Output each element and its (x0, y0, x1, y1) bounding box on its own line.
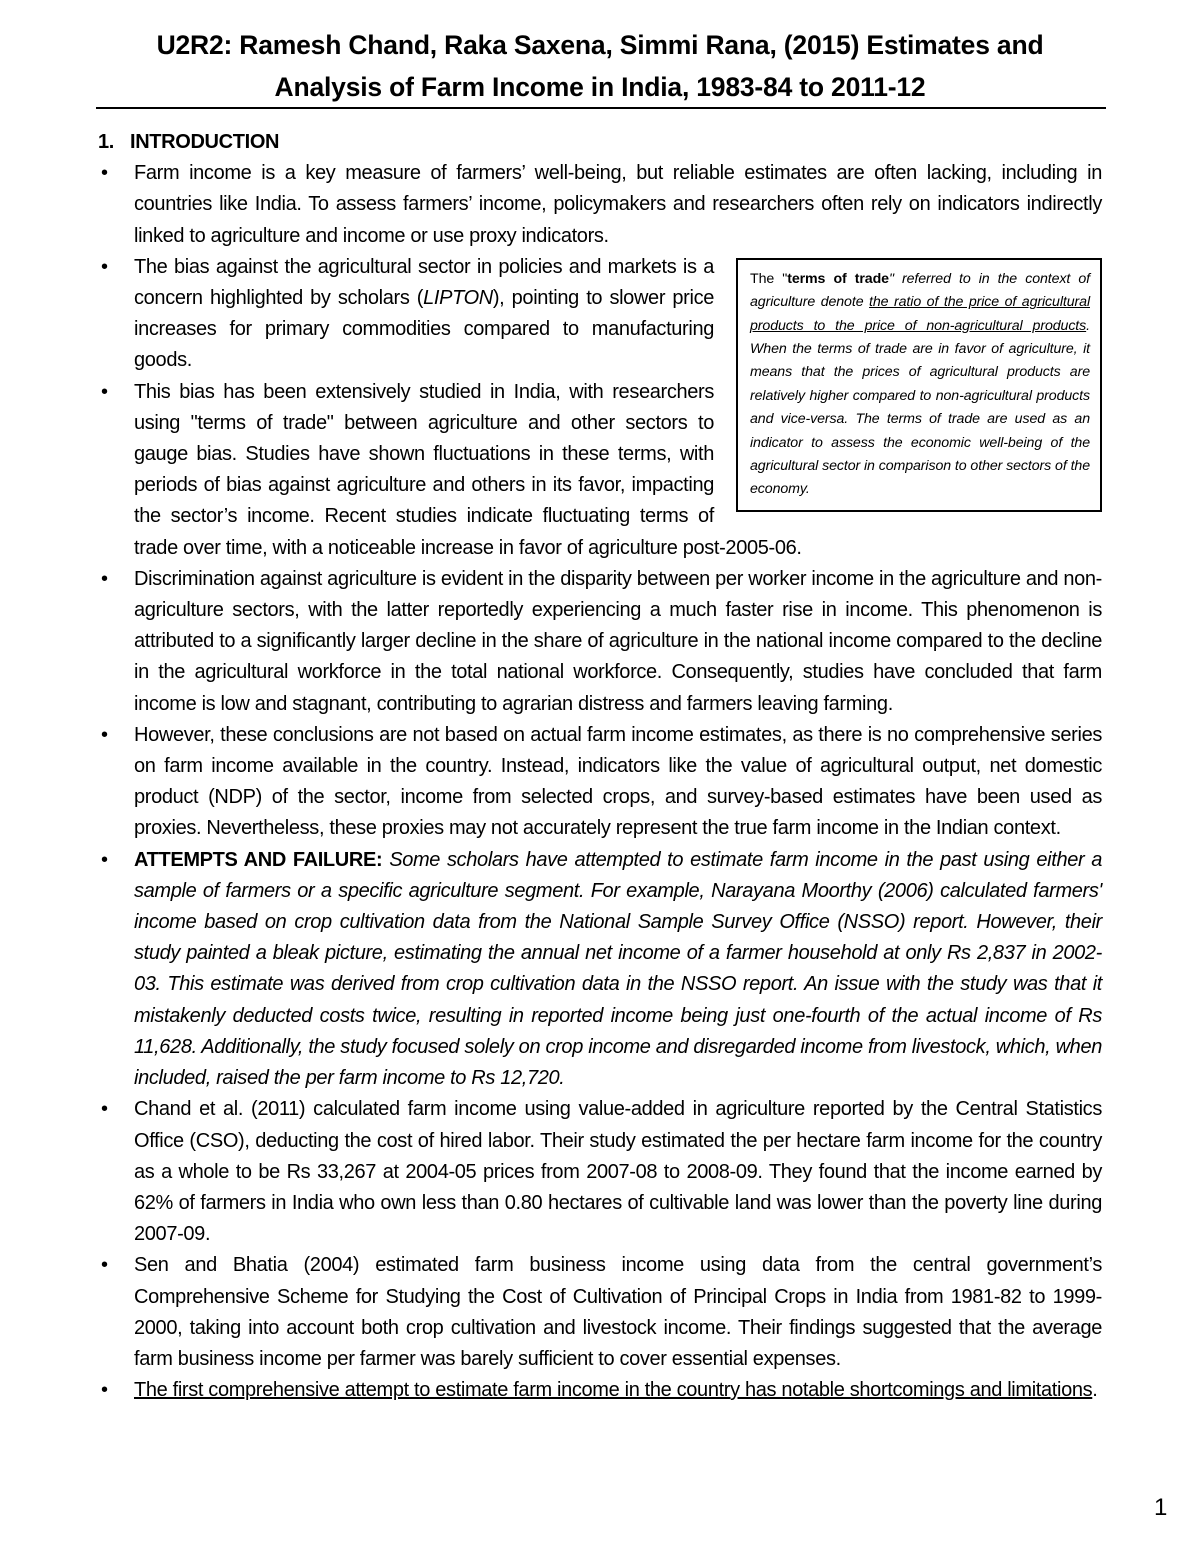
document-title (96, 24, 1104, 108)
page-number: 1 (1154, 1494, 1168, 1521)
note-term: terms of trade (787, 270, 889, 287)
bullet-icon: • (101, 162, 108, 185)
list-item (96, 564, 1102, 720)
bullet-icon: • (101, 567, 108, 590)
list-item (96, 845, 1102, 1095)
title-divider (96, 107, 1106, 109)
bullet-text: This bias has been extensively studied in India, with researchers using "terms of trade" between agriculture and other sectors to gauge bias. Studies have shown fluctuations in these terms, with periods of bias against agriculture and others in its favor, impacting the sector’s income. Recent studies indicate fluctuating terms of trade over time, with a noticeable increase in favor of agriculture post-2005-06. (134, 380, 802, 559)
bullet-icon: • (101, 723, 108, 746)
section-title: INTRODUCTION (130, 131, 280, 153)
title-line-1: U2R2: Ramesh Chand, Raka Saxena, Simmi Rana, (2015) Estimates and (156, 30, 1044, 60)
bullet-text: Discrimination against agriculture is evident in the disparity between per worker income in the agriculture and non-agriculture sectors, with the latter reportedly experiencing a much faster rise in income. This phenomenon is attributed to a significantly larger decline in the share of agriculture in the national income compared to the decline in the agricultural workforce in the total national workforce. Consequently, studies have concluded that farm income is low and stagnant, contributing to agrarian distress and farmers leaving farming. (134, 567, 1102, 715)
bullet-icon: • (101, 1098, 108, 1121)
bullet-text-end: . (1092, 1379, 1098, 1402)
bullet-icon: • (101, 1254, 108, 1277)
list-item (96, 377, 1102, 564)
bullet-icon: • (101, 848, 108, 871)
note-text-mid: " referred to in the context of agriculture denote (750, 270, 1090, 311)
bullet-list (96, 158, 1102, 1406)
bullet-text: Chand et al. (2011) calculated farm income using value-added in agriculture reported by the Central Statistics Office (CSO), deducting the cost of hired labor. Their study estimated the per hectare farm income for the country as a whole to be Rs 33,267 at 2004-05 prices from 2007-08 to 2008-09. They found that the income earned by 62% of farmers in India who own less than 0.80 hectares of cultivable land was lower than the poverty line during 2007-09. (134, 1098, 1102, 1246)
bullet-text: However, these conclusions are not based on actual farm income estimates, as there is no comprehensive series on farm income available in the country. Instead, indicators like the value of agricultural output, net domestic product (NDP) of the sector, income from selected crops, and survey-based estimates have been used as proxies. Nevertheless, these proxies may not accurately represent the true farm income in the Indian context. (134, 723, 1102, 840)
bullet-text: Sen and Bhatia (2004) estimated farm business income using data from the central government’s Comprehensive Scheme for Studying the Cost of Cultivation of Principal Crops in India from 1981-82 to 1999-2000, taking into account both crop cultivation and livestock income. Their findings suggested that the average farm business income per farmer was barely sufficient to cover essential expenses. (134, 1254, 1102, 1370)
document-body (96, 127, 1102, 1406)
bullet-icon: • (101, 1379, 108, 1402)
title-line-2: Analysis of Farm Income in India, 1983-84 to 2011-12 (274, 72, 926, 102)
bullet-text-underlined: The first comprehensive attempt to estimate farm income in the country has notable shortcomings and limitations (134, 1379, 1093, 1402)
bullet-label: ATTEMPTS AND FAILURE: (134, 848, 383, 871)
list-item (96, 1094, 1102, 1250)
bullet-text-italic: Some scholars have attempted to estimate farm income in the past using either a sample of farmers or a specific agriculture segment. For example, Narayana Moorthy (2006) calculated farmers' income based on crop cultivation data from the National Sample Survey Office (NSSO) report. However, their study painted a bleak picture, estimating the annual net income of a farmer household at only Rs 2,837 in 2002-03. This estimate was derived from crop cultivation data in the NSSO report. An issue with the study was that it mistakenly deducted costs twice, resulting in reported income being just one-fourth of the actual income of Rs 11,628. Additionally, the study focused solely on crop income and disregarded income from livestock, which, when included, raised the per farm income to Rs 12,720. (134, 848, 1102, 1090)
bullet-text: Farm income is a key measure of farmers’ well-being, but reliable estimates are often lacking, including in countries like India. To assess farmers’ income, policymakers and researchers often rely on indicators indirectly linked to agriculture and income or use proxy indicators. (134, 162, 1102, 247)
note-definition: the ratio of the price of agricultural products to the price of non-agricultural products (750, 294, 1090, 334)
note-text-pre: The " (750, 270, 788, 287)
list-item (96, 720, 1102, 845)
bullet-icon: • (101, 255, 108, 278)
bullet-text: The bias against the agricultural sector in policies and markets is a concern highlighted by scholars ( (134, 255, 714, 310)
list-item (96, 158, 1102, 252)
list-item (96, 1375, 1102, 1406)
bullet-text-end: ), pointing to slower price increases for primary commodities compared to manufacturing goods. (134, 287, 714, 372)
section-number: 1. (98, 131, 114, 153)
list-item (96, 1250, 1102, 1375)
section-heading (98, 127, 1102, 158)
note-text-post: . When the terms of trade are in favor of agriculture, it means that the prices of agricultural products are relatively higher compared to non-agricultural products and vice-versa. The terms of trade are used as an indicator to assess the economic well-being of the agricultural sector in comparison to other sectors of the economy. (750, 317, 1090, 498)
bullet-icon: • (101, 380, 108, 403)
bullet-text-italic: LIPTON (423, 287, 493, 310)
